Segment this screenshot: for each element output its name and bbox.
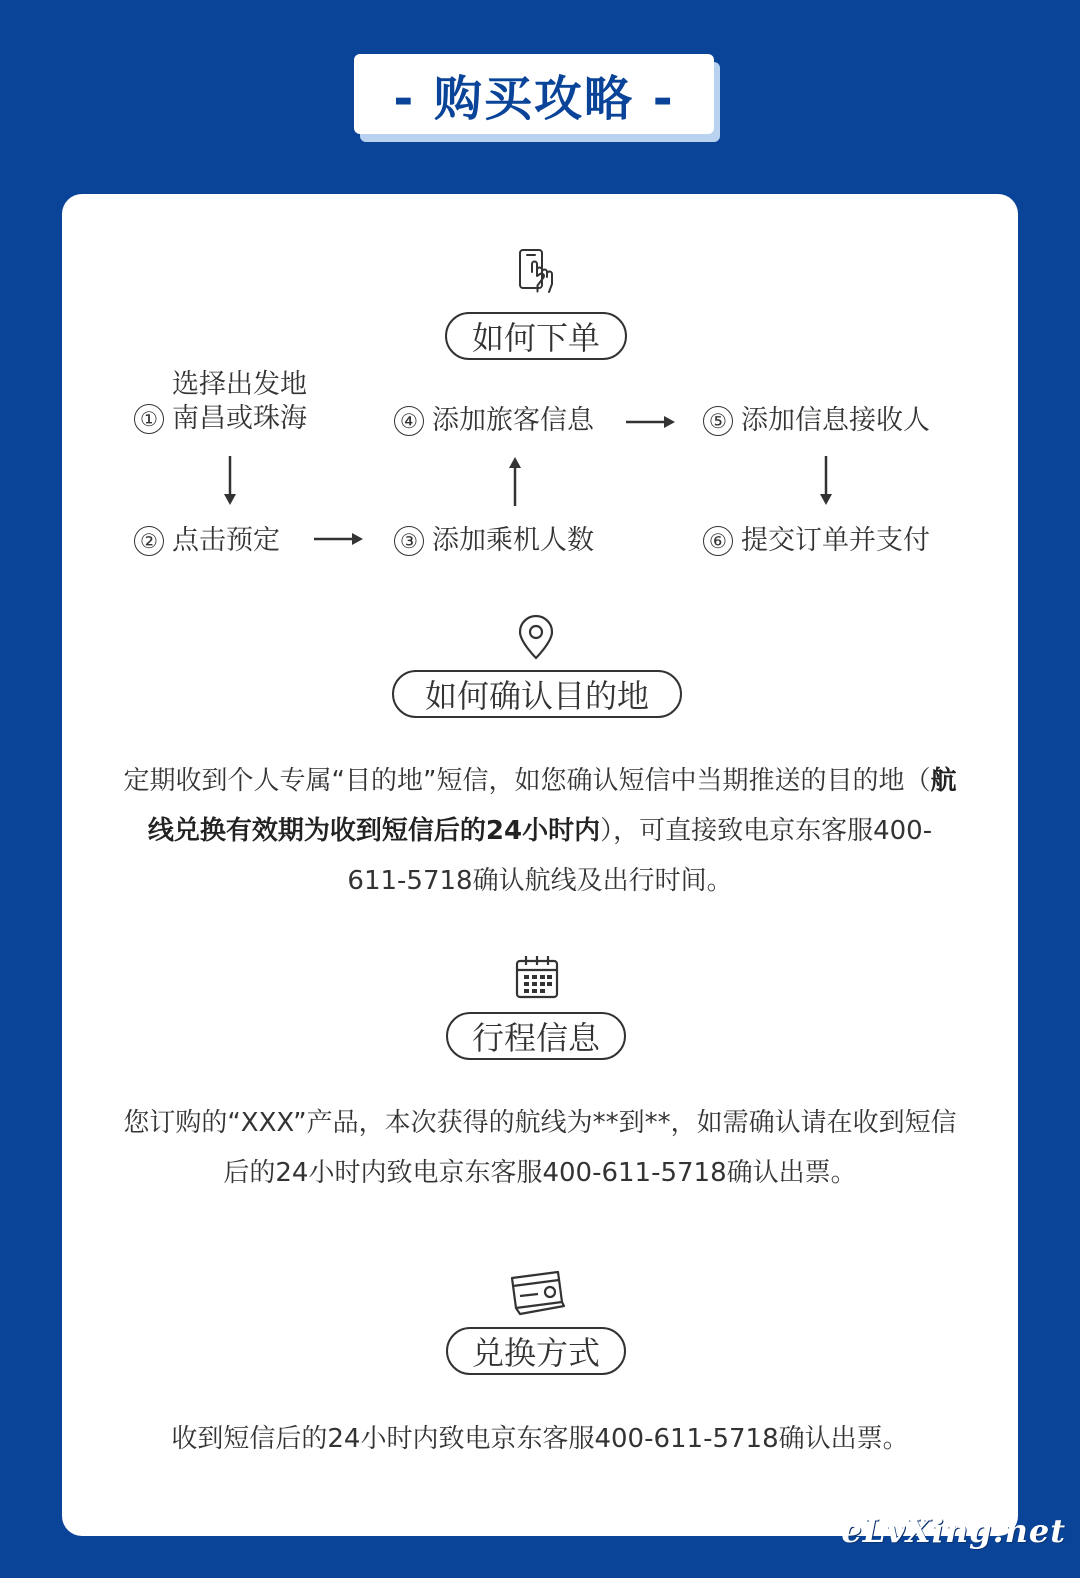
ticket-card-icon — [508, 1268, 566, 1316]
step-3 — [394, 524, 594, 558]
page-title: - 购买攻略 - — [354, 54, 714, 134]
step-number: ① — [134, 404, 164, 434]
arrow-down-1-to-2 — [222, 456, 238, 510]
step-number: ④ — [394, 406, 424, 436]
heading-redeem-method: 兑换方式 — [446, 1327, 626, 1375]
arrow-down-5-to-6 — [818, 456, 834, 510]
step-1 — [134, 368, 307, 436]
redeem-description: 收到短信后的24小时内致电京东客服400-611-5718确认出票。 — [171, 1424, 909, 1454]
step-label: 添加信息接收人 — [741, 405, 930, 436]
step-label-line1: 选择出发地 — [172, 369, 307, 400]
heading-itinerary: 行程信息 — [446, 1012, 626, 1060]
step-6 — [703, 524, 930, 558]
step-number: ③ — [394, 526, 424, 556]
step-label: 点击预定 — [172, 525, 280, 556]
step-number: ⑥ — [703, 526, 733, 556]
phone-tap-icon — [514, 248, 558, 298]
title-banner — [354, 54, 720, 142]
content-card — [62, 194, 1018, 1536]
heading-confirm-destination: 如何确认目的地 — [392, 670, 682, 718]
step-label: 添加旅客信息 — [432, 405, 594, 436]
arrow-right-2-to-3 — [314, 531, 364, 551]
arrow-right-4-to-5 — [626, 414, 676, 434]
destination-text-part2: ），可直接致电京东客服400-611-5718确认航线及出行时间。 — [347, 816, 933, 896]
step-label: 提交订单并支付 — [741, 525, 930, 556]
arrow-up-3-to-4 — [507, 456, 523, 510]
heading-how-to-order: 如何下单 — [445, 312, 627, 360]
watermark-logo: eLvXing.net — [841, 1512, 1066, 1550]
itinerary-description: 您订购的“XXX”产品，本次获得的航线为**到**，如需确认请在收到短信后的24小时内致电京东客服400-611-5718确认出票。 — [123, 1108, 957, 1188]
destination-text-bold: 航线兑换有效期为收到短信后的24小时内 — [147, 766, 957, 846]
step-label: 添加乘机人数 — [432, 525, 594, 556]
step-number: ② — [134, 526, 164, 556]
step-2 — [134, 524, 280, 558]
step-5 — [703, 404, 930, 438]
step-4 — [394, 404, 594, 438]
destination-text-part1: 定期收到个人专属“目的地”短信，如您确认短信中当期推送的目的地（ — [123, 766, 931, 796]
location-pin-icon — [517, 614, 555, 660]
step-label-line2: 南昌或珠海 — [172, 403, 307, 434]
step-number: ⑤ — [703, 406, 733, 436]
calendar-icon — [514, 954, 560, 1000]
destination-description — [122, 756, 958, 906]
